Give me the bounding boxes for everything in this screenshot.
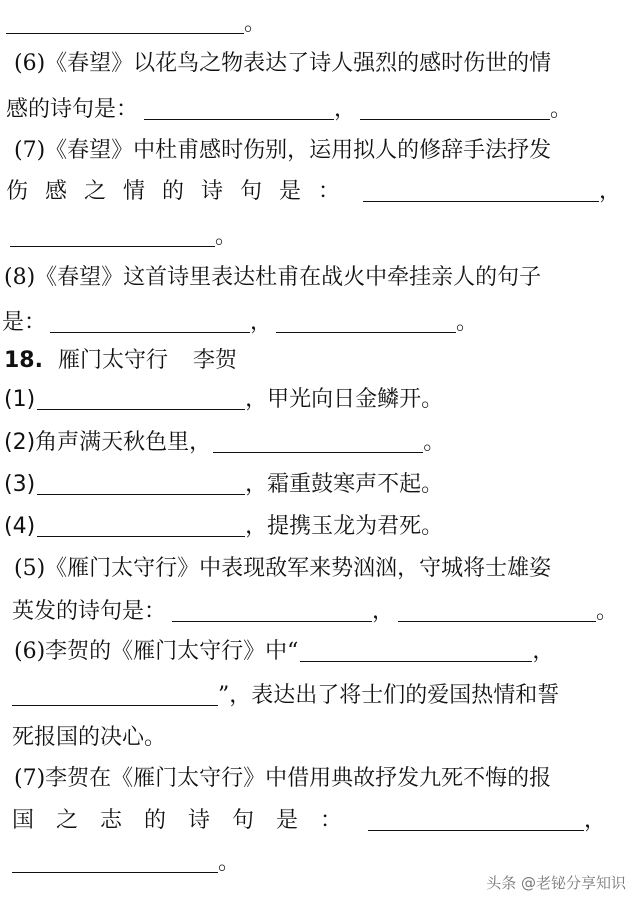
punctuation: 。: [456, 310, 479, 335]
question-text: 伤感之情的诗句是：: [6, 179, 358, 204]
question-number: (2): [4, 430, 36, 455]
punctuation: 。: [596, 599, 619, 624]
question-text: (7)李贺在《雁门太守行》中借用典故抒发九死不悔的报: [14, 766, 552, 791]
question-16-7-line-2: [0, 172, 640, 212]
answer-blank[interactable]: [50, 308, 250, 333]
question-18-3: [0, 465, 640, 505]
punctuation: ，: [532, 639, 555, 664]
question-text: 英发的诗句是：: [12, 599, 167, 624]
punctuation: 。: [244, 11, 267, 36]
question-text: 死报国的决心。: [12, 725, 167, 750]
question-18-2: [0, 423, 640, 463]
question-number: (1): [4, 387, 36, 412]
answer-line-prev: [0, 4, 640, 44]
question-text: ，霜重鼓寒声不起。: [245, 472, 444, 497]
punctuation: ，: [584, 808, 607, 833]
question-18-5-line-2: [0, 592, 640, 632]
question-16-7-line-1: [0, 131, 640, 171]
question-18-1: [0, 380, 640, 420]
answer-blank[interactable]: [37, 512, 245, 537]
answer-blank[interactable]: [360, 95, 550, 120]
question-number: (4): [4, 514, 36, 539]
question-18-7-line-2: [0, 801, 640, 841]
section-number: 18.: [4, 348, 43, 373]
section-18-heading: [0, 341, 640, 381]
answer-blank[interactable]: [363, 177, 599, 202]
answer-blank[interactable]: [213, 428, 423, 453]
question-text: (5)《雁门太守行》中表现敌军来势汹汹，守城将士雄姿: [14, 556, 552, 581]
question-text: 角声满天秋色里，: [35, 430, 212, 455]
question-number: (3): [4, 472, 36, 497]
question-16-8-line-1: [0, 258, 640, 298]
answer-blank[interactable]: [144, 95, 334, 120]
answer-blank[interactable]: [398, 597, 596, 622]
question-16-8-line-2: [0, 303, 640, 343]
question-text: ，提携玉龙为君死。: [245, 514, 444, 539]
question-text: ”，表达出了将士们的爱国热情和誓: [218, 683, 560, 708]
punctuation: ，: [372, 599, 395, 624]
source-watermark: 头条 @老铋分享知识: [486, 874, 626, 892]
answer-blank[interactable]: [37, 470, 245, 495]
question-text: 是：: [2, 310, 47, 335]
poem-title: 雁门太守行: [57, 348, 168, 373]
punctuation: 。: [550, 97, 573, 122]
punctuation: 。: [423, 430, 446, 455]
poem-author: 李贺: [193, 348, 238, 373]
question-16-6-line-1: [0, 44, 640, 84]
answer-blank[interactable]: [368, 806, 584, 831]
question-text: (6)《春望》以花鸟之物表达了诗人强烈的感时伤世的情: [14, 51, 552, 76]
punctuation: ，: [599, 179, 622, 204]
question-18-5-line-1: [0, 549, 640, 589]
question-text: (6)李贺的《雁门太守行》中“: [14, 639, 299, 664]
question-16-6-line-2: [0, 90, 640, 130]
question-18-6-line-1: [0, 632, 640, 672]
answer-blank[interactable]: [12, 848, 218, 873]
question-16-7-line-3: [0, 217, 640, 257]
answer-blank[interactable]: [10, 222, 215, 247]
question-18-6-line-3: [0, 718, 640, 758]
question-text: 感的诗句是：: [6, 97, 139, 122]
question-18-4: [0, 507, 640, 547]
question-18-6-line-2: [0, 676, 640, 716]
question-text: 国之志的诗句是：: [12, 808, 365, 833]
question-text: (7)《春望》中杜甫感时伤别，运用拟人的修辞手法抒发: [14, 138, 552, 163]
answer-blank[interactable]: [276, 308, 456, 333]
answer-blank[interactable]: [6, 9, 244, 34]
punctuation: 。: [218, 850, 241, 875]
punctuation: ，: [334, 97, 357, 122]
punctuation: 。: [215, 224, 238, 249]
answer-blank[interactable]: [300, 637, 532, 662]
punctuation: ，: [250, 310, 273, 335]
answer-blank[interactable]: [12, 681, 218, 706]
question-18-7-line-1: [0, 759, 640, 799]
answer-blank[interactable]: [37, 385, 245, 410]
question-text: (8)《春望》这首诗里表达杜甫在战火中牵挂亲人的句子: [4, 265, 542, 290]
answer-blank[interactable]: [172, 597, 372, 622]
question-text: ，甲光向日金鳞开。: [245, 387, 444, 412]
